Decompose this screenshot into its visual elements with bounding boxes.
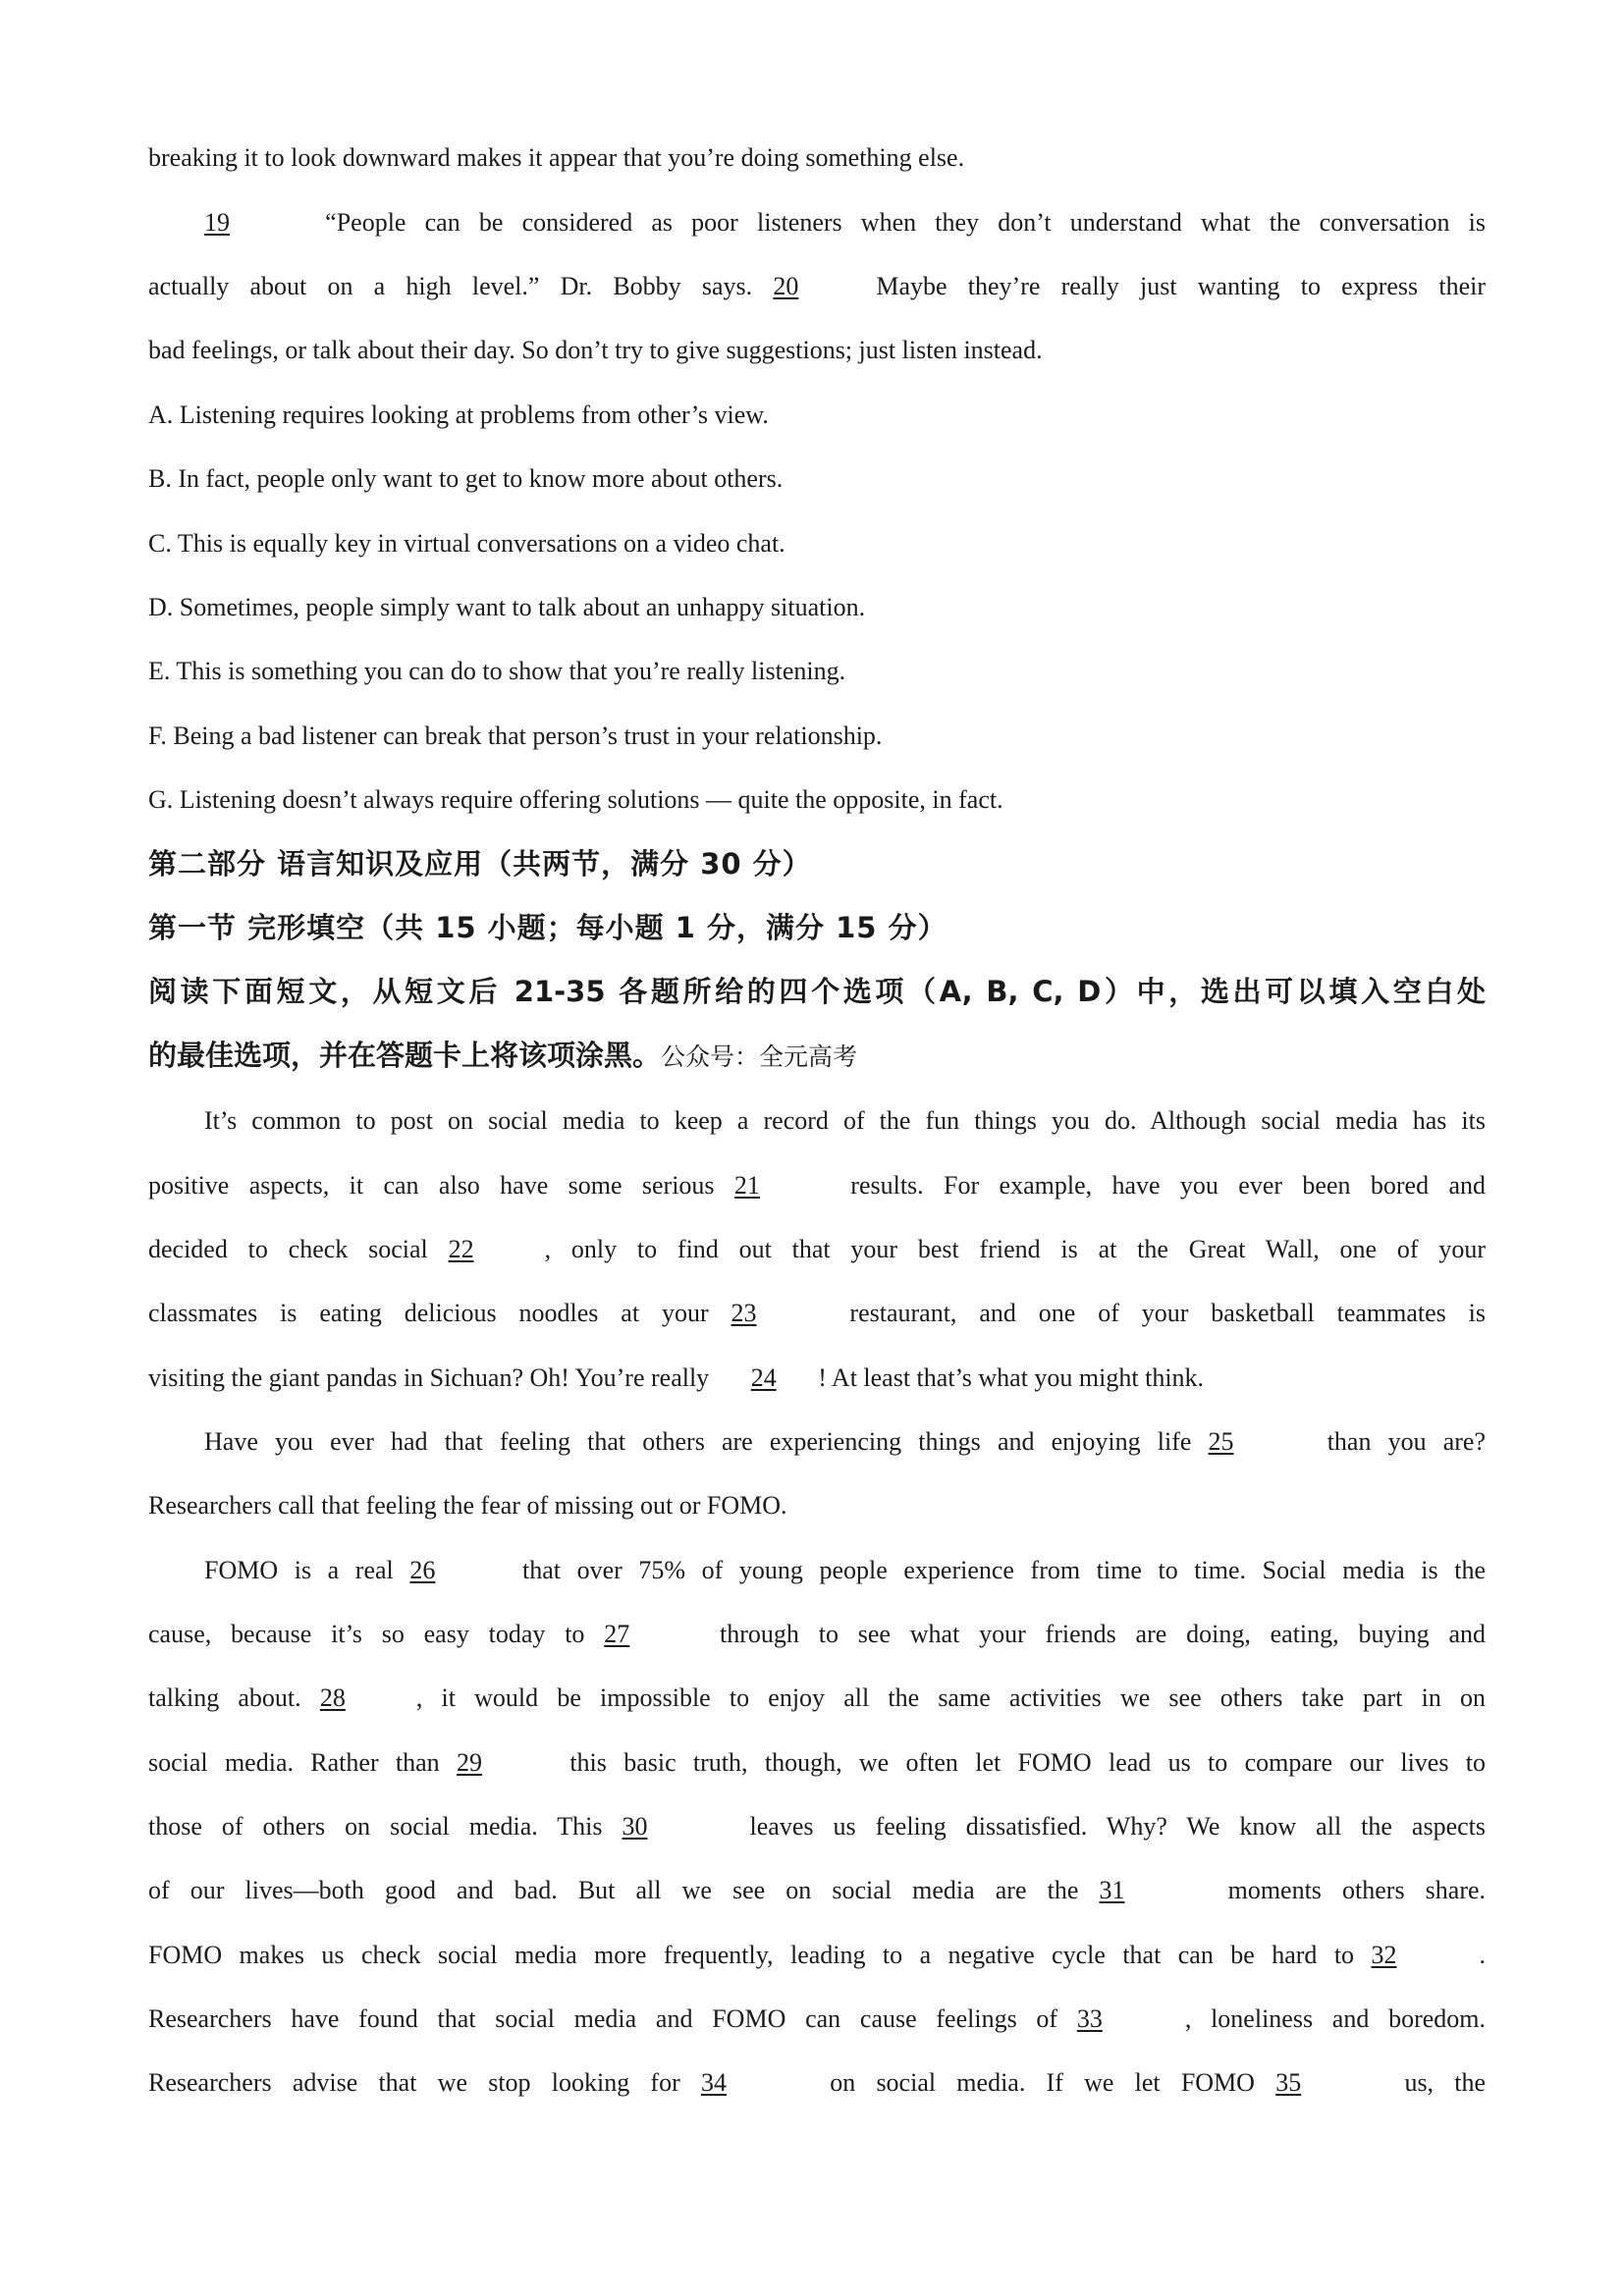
passage-line: bad feelings, or talk about their day. So don’t try to give suggestions; just listen instead. <box>148 336 1043 364</box>
option-item: F. Being a bad listener can break that person’s trust in your relationship. <box>148 721 883 750</box>
passage-line: FOMO is a real 26 that over 75% of young people experience from time to time. Social media is the <box>204 1556 1487 1584</box>
passage-line: Researchers advise that we stop looking for 34 on social media. If we let FOMO 35 us, the <box>148 2068 1487 2097</box>
passage-line: It’s common to post on social media to keep a record of the fun things you do. Although social media has its <box>204 1106 1486 1135</box>
instructions-line: 阅读下面短文，从短文后 21-35 各题所给的四个选项（A, B, C, D）中，选出可以填入空白处 <box>148 975 1486 1008</box>
blank-27: 27 <box>604 1620 630 1648</box>
option-item: D. Sometimes, people simply want to talk about an unhappy situation. <box>148 593 866 621</box>
passage-line: FOMO makes us check social media more frequently, leading to a negative cycle that can be hard to 32 . <box>148 1941 1486 1969</box>
watermark-text: 公众号：全元高考 <box>661 1042 858 1071</box>
passage-line: Have you ever had that feeling that others are experiencing things and enjoying life 25 than you are? <box>204 1427 1487 1456</box>
blank-35: 35 <box>1275 2068 1302 2097</box>
passage-line: cause, because it’s so easy today to 27 through to see what your friends are doing, eating, buying and <box>148 1620 1487 1648</box>
blank-22: 22 <box>448 1235 474 1263</box>
passage-line: those of others on social media. This 30 leaves us feeling dissatisfied. Why? We know all the aspects <box>148 1812 1487 1841</box>
passage-line: social media. Rather than 29 this basic truth, though, we often let FOMO lead us to compare our lives to <box>148 1748 1486 1777</box>
blank-25: 25 <box>1208 1427 1234 1456</box>
blank-32: 32 <box>1371 1941 1397 1969</box>
blank-31: 31 <box>1099 1876 1125 1904</box>
blank-24: 24 <box>750 1363 777 1392</box>
option-item: E. This is something you can do to show that you’re really listening. <box>148 657 846 685</box>
blank-33: 33 <box>1076 2004 1103 2033</box>
passage-line: positive aspects, it can also have some serious 21 results. For example, have you ever been bored and <box>148 1171 1486 1200</box>
blank-30: 30 <box>622 1812 648 1841</box>
blank-34: 34 <box>700 2068 727 2097</box>
option-item: B. In fact, people only want to get to know more about others. <box>148 464 784 493</box>
passage-line: Researchers call that feeling the fear of missing out or FOMO. <box>148 1491 787 1520</box>
passage-line: 19 “People can be considered as poor listeners when they don’t understand what the conversation is <box>204 208 1486 237</box>
passage-line: actually about on a high level.” Dr. Bobby says. 20 Maybe they’re really just wanting to express their <box>148 272 1486 300</box>
blank-21: 21 <box>733 1171 760 1200</box>
option-item: G. Listening doesn’t always require offering solutions — quite the opposite, in fact. <box>148 785 1003 814</box>
passage-line: decided to check social 22 , only to find out that your best friend is at the Great Wall, one of your <box>148 1235 1486 1263</box>
part-heading: 第二部分 语言知识及应用（共两节，满分 30 分） <box>148 847 812 881</box>
instructions-line: 的最佳选项，并在答题卡上将该项涂黑。公众号：全元高考 <box>148 1039 858 1072</box>
passage-line: of our lives—both good and bad. But all we see on social media are the 31 moments others share. <box>148 1876 1487 1904</box>
passage-line: talking about. 28 , it would be impossible to enjoy all the same activities we see others take part in on <box>148 1683 1487 1712</box>
blank-23: 23 <box>731 1299 757 1327</box>
passage-line: classmates is eating delicious noodles at your 23 restaurant, and one of your basketball teammates is <box>148 1299 1487 1327</box>
option-item: A. Listening requires looking at problems from other’s view. <box>148 400 769 429</box>
passage-line: Researchers have found that social media and FOMO can cause feelings of 33 , loneliness and boredom. <box>148 2004 1487 2033</box>
blank-28: 28 <box>319 1683 346 1712</box>
blank-26: 26 <box>409 1556 436 1584</box>
passage-line: visiting the giant pandas in Sichuan? Oh! You’re really 24 ! At least that’s what you might think. <box>148 1363 1205 1392</box>
blank-29: 29 <box>457 1748 482 1777</box>
passage-line: breaking it to look downward makes it appear that you’re doing something else. <box>148 143 965 172</box>
section-heading: 第一节 完形填空（共 15 小题；每小题 1 分，满分 15 分） <box>148 911 947 944</box>
blank-20: 20 <box>773 272 799 300</box>
blank-19: 19 <box>204 208 230 237</box>
option-item: C. This is equally key in virtual conversations on a video chat. <box>148 529 785 558</box>
